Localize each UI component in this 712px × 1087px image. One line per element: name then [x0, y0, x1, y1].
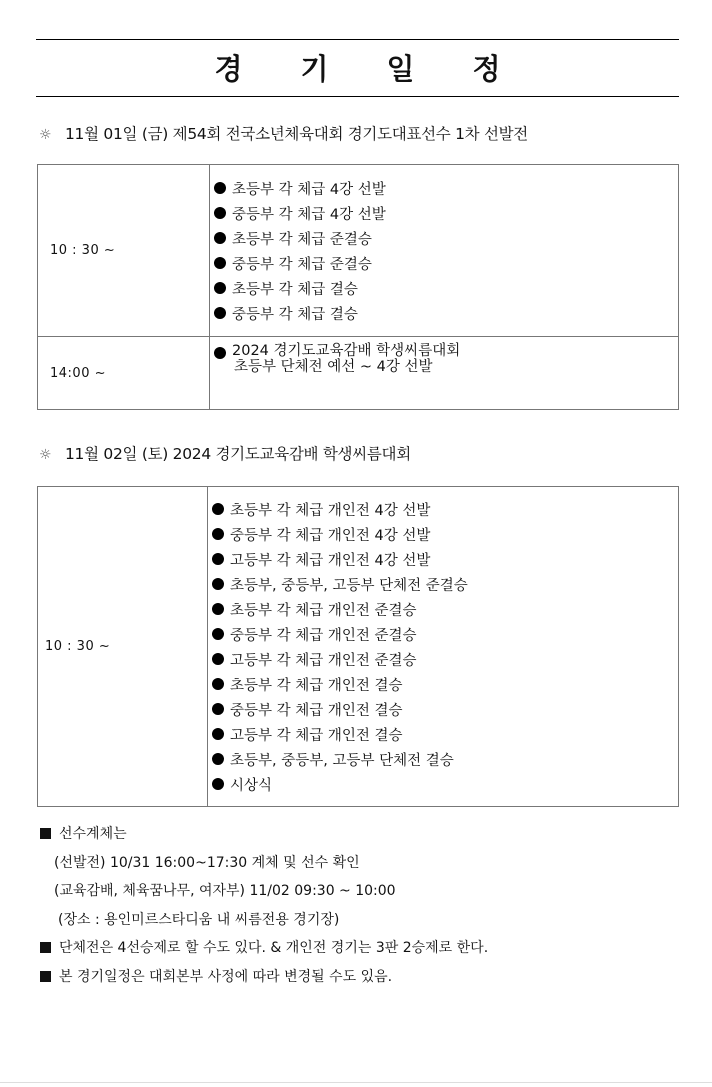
list-item: [208, 697, 678, 722]
event-text: 중등부 각 체급 결승: [232, 306, 358, 323]
list-item: [208, 747, 678, 772]
event-list: [208, 497, 678, 797]
bullet-icon: [214, 347, 226, 359]
disclaimer-text: 본 경기일정은 대회본부 사정에 따라 변경될 수도 있음.: [59, 968, 393, 985]
title-top-rule: [36, 39, 679, 40]
list-item: [208, 622, 678, 647]
list-item: [208, 547, 678, 572]
weighin-schedule-2: (교육감배, 체육꿈나무, 여자부) 11/02 09:30 ~ 10:00: [54, 883, 396, 899]
event-text: 초등부, 중등부, 고등부 단체전 결승: [230, 752, 454, 769]
list-item: [208, 572, 678, 597]
page-bottom-edge: [0, 1082, 712, 1083]
section-1-header: [39, 122, 528, 144]
weighin-title: 선수계체는: [59, 826, 127, 842]
bullet-icon: [212, 503, 224, 515]
bullet-icon: [212, 753, 224, 765]
square-bullet-icon: [40, 942, 51, 953]
list-item: [208, 597, 678, 622]
events-cell: [210, 337, 679, 410]
event-line: 2024 경기도교육감배 학생씨름대회: [232, 343, 461, 359]
event-text: 고등부 각 체급 개인전 4강 선발: [230, 552, 431, 569]
bullet-icon: [212, 778, 224, 790]
bullet-icon: [212, 728, 224, 740]
event-text: 중등부 각 체급 개인전 결승: [230, 702, 403, 719]
section-1-title: 11월 01일 (금) 제54회 전국소년체육대회 경기도대표선수 1차 선발전: [65, 125, 528, 143]
bullet-icon: [214, 257, 226, 269]
list-item: [208, 722, 678, 747]
event-text: 초등부 각 체급 준결승: [232, 231, 372, 248]
section-2-header: [39, 442, 411, 464]
list-item: [210, 251, 678, 276]
event-text: 중등부 각 체급 준결승: [232, 256, 372, 273]
bullet-icon: [212, 703, 224, 715]
bullet-icon: [212, 653, 224, 665]
list-item: [210, 276, 678, 301]
rule-text: 단체전은 4선승제로 할 수도 있다. & 개인전 경기는 3판 2승제로 한다.: [59, 940, 489, 956]
list-item: [208, 497, 678, 522]
event-text: 초등부 각 체급 결승: [232, 281, 358, 298]
event-list: [210, 176, 678, 326]
bullet-icon: [212, 553, 224, 565]
list-item: [210, 226, 678, 251]
event-text: 초등부 각 체급 개인전 준결승: [230, 602, 417, 619]
event-text: 초등부 각 체급 개인전 결승: [230, 677, 403, 694]
event-text: 초등부, 중등부, 고등부 단체전 준결승: [230, 577, 468, 594]
time-cell: 14:00 ~: [38, 337, 210, 410]
weighin-title-line: [40, 820, 488, 849]
section-2-table: [37, 486, 679, 807]
bullet-icon: [212, 578, 224, 590]
events-cell: [210, 165, 679, 337]
sun-bullet-icon: ☼: [39, 127, 52, 143]
sun-bullet-icon: ☼: [39, 447, 52, 463]
bullet-icon: [214, 307, 226, 319]
events-cell: [208, 487, 679, 807]
section-1-table: [37, 164, 679, 410]
disclaimer-line: [40, 963, 488, 992]
bullet-icon: [214, 207, 226, 219]
table-row: [38, 337, 679, 410]
event-line: 초등부 단체전 예선 ~ 4강 선발: [234, 359, 433, 375]
table-row: [38, 487, 679, 807]
table-row: [38, 165, 679, 337]
bullet-icon: [214, 182, 226, 194]
list-item: [208, 647, 678, 672]
title-bottom-rule: [36, 96, 679, 97]
bullet-icon: [212, 528, 224, 540]
list-item: [210, 337, 678, 375]
time-cell: 10 : 30 ~: [38, 165, 210, 337]
event-text: 고등부 각 체급 개인전 준결승: [230, 652, 417, 669]
event-text: 초등부 각 체급 개인전 4강 선발: [230, 502, 431, 519]
event-text: 중등부 각 체급 개인전 준결승: [230, 627, 417, 644]
event-text: 시상식: [230, 777, 273, 794]
time-cell: 10 : 30 ~: [38, 487, 208, 807]
bullet-icon: [212, 628, 224, 640]
square-bullet-icon: [40, 971, 51, 982]
weighin-place: (장소 : 용인미르스타디움 내 씨름전용 경기장): [58, 911, 340, 928]
bullet-icon: [214, 282, 226, 294]
list-item: [208, 672, 678, 697]
event-text: 고등부 각 체급 개인전 결승: [230, 727, 403, 744]
list-item: [208, 772, 678, 797]
bullet-icon: [214, 232, 226, 244]
rule-line: [40, 934, 488, 963]
list-item: [210, 201, 678, 226]
weighin-schedule-1: (선발전) 10/31 16:00~17:30 계체 및 선수 확인: [54, 854, 360, 871]
list-item: [210, 176, 678, 201]
event-text: 중등부 각 체급 4강 선발: [232, 206, 386, 223]
notes: [40, 820, 488, 991]
section-2-title: 11월 02일 (토) 2024 경기도교육감배 학생씨름대회: [65, 445, 411, 463]
bullet-icon: [212, 603, 224, 615]
square-bullet-icon: [40, 828, 51, 839]
bullet-icon: [212, 678, 224, 690]
list-item: [210, 301, 678, 326]
page-title: 경기일정: [214, 52, 559, 86]
event-text: 초등부 각 체급 4강 선발: [232, 181, 386, 198]
event-text: 중등부 각 체급 개인전 4강 선발: [230, 527, 431, 544]
list-item: [208, 522, 678, 547]
